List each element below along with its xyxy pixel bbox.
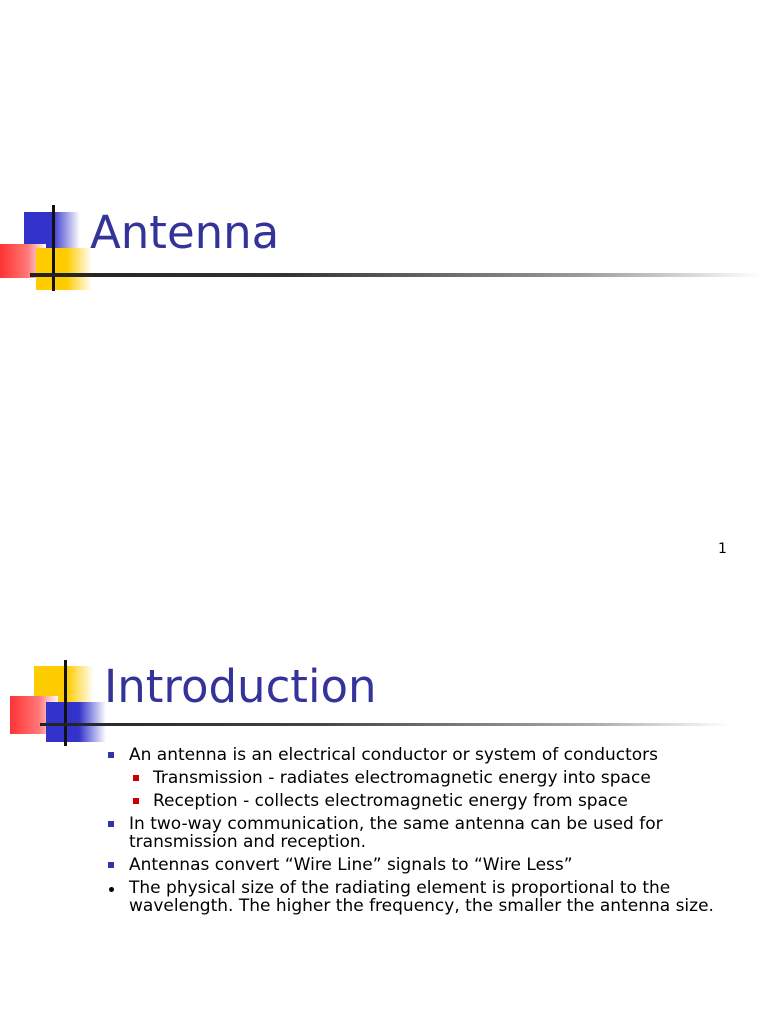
list-item-text: An antenna is an electrical conductor or system of conductors <box>129 745 659 765</box>
list-item <box>104 879 754 915</box>
page-number: 1 <box>718 541 727 557</box>
title-underline <box>40 723 730 726</box>
list-item-text: In two-way communication, the same antenna can be used for transmission and reception. <box>129 814 663 852</box>
list-item <box>104 815 754 851</box>
list-item-text: Transmission - radiates electromagnetic energy into space <box>153 768 651 788</box>
slide-2 <box>0 610 768 1024</box>
list-item <box>104 769 754 787</box>
list-item-text: The physical size of the radiating element is proportional to the wavelength. The higher the frequency, the smaller the antenna size. <box>129 878 714 916</box>
dot-bullet-icon <box>109 887 114 892</box>
slide-title: Antenna <box>90 206 280 259</box>
bullet-list <box>104 746 754 920</box>
title-underline <box>30 273 760 277</box>
list-item <box>104 792 754 810</box>
list-item-text: Reception - collects electromagnetic energy from space <box>153 791 628 811</box>
slide-title: Introduction <box>104 660 377 713</box>
square-bullet-icon <box>133 798 139 804</box>
square-bullet-icon <box>108 821 114 827</box>
square-bullet-icon <box>108 862 114 868</box>
list-item-text: Antennas convert “Wire Line” signals to “Wire Less” <box>129 855 573 875</box>
square-bullet-icon <box>133 775 139 781</box>
list-item <box>104 746 754 764</box>
square-bullet-icon <box>108 752 114 758</box>
list-item <box>104 856 754 874</box>
